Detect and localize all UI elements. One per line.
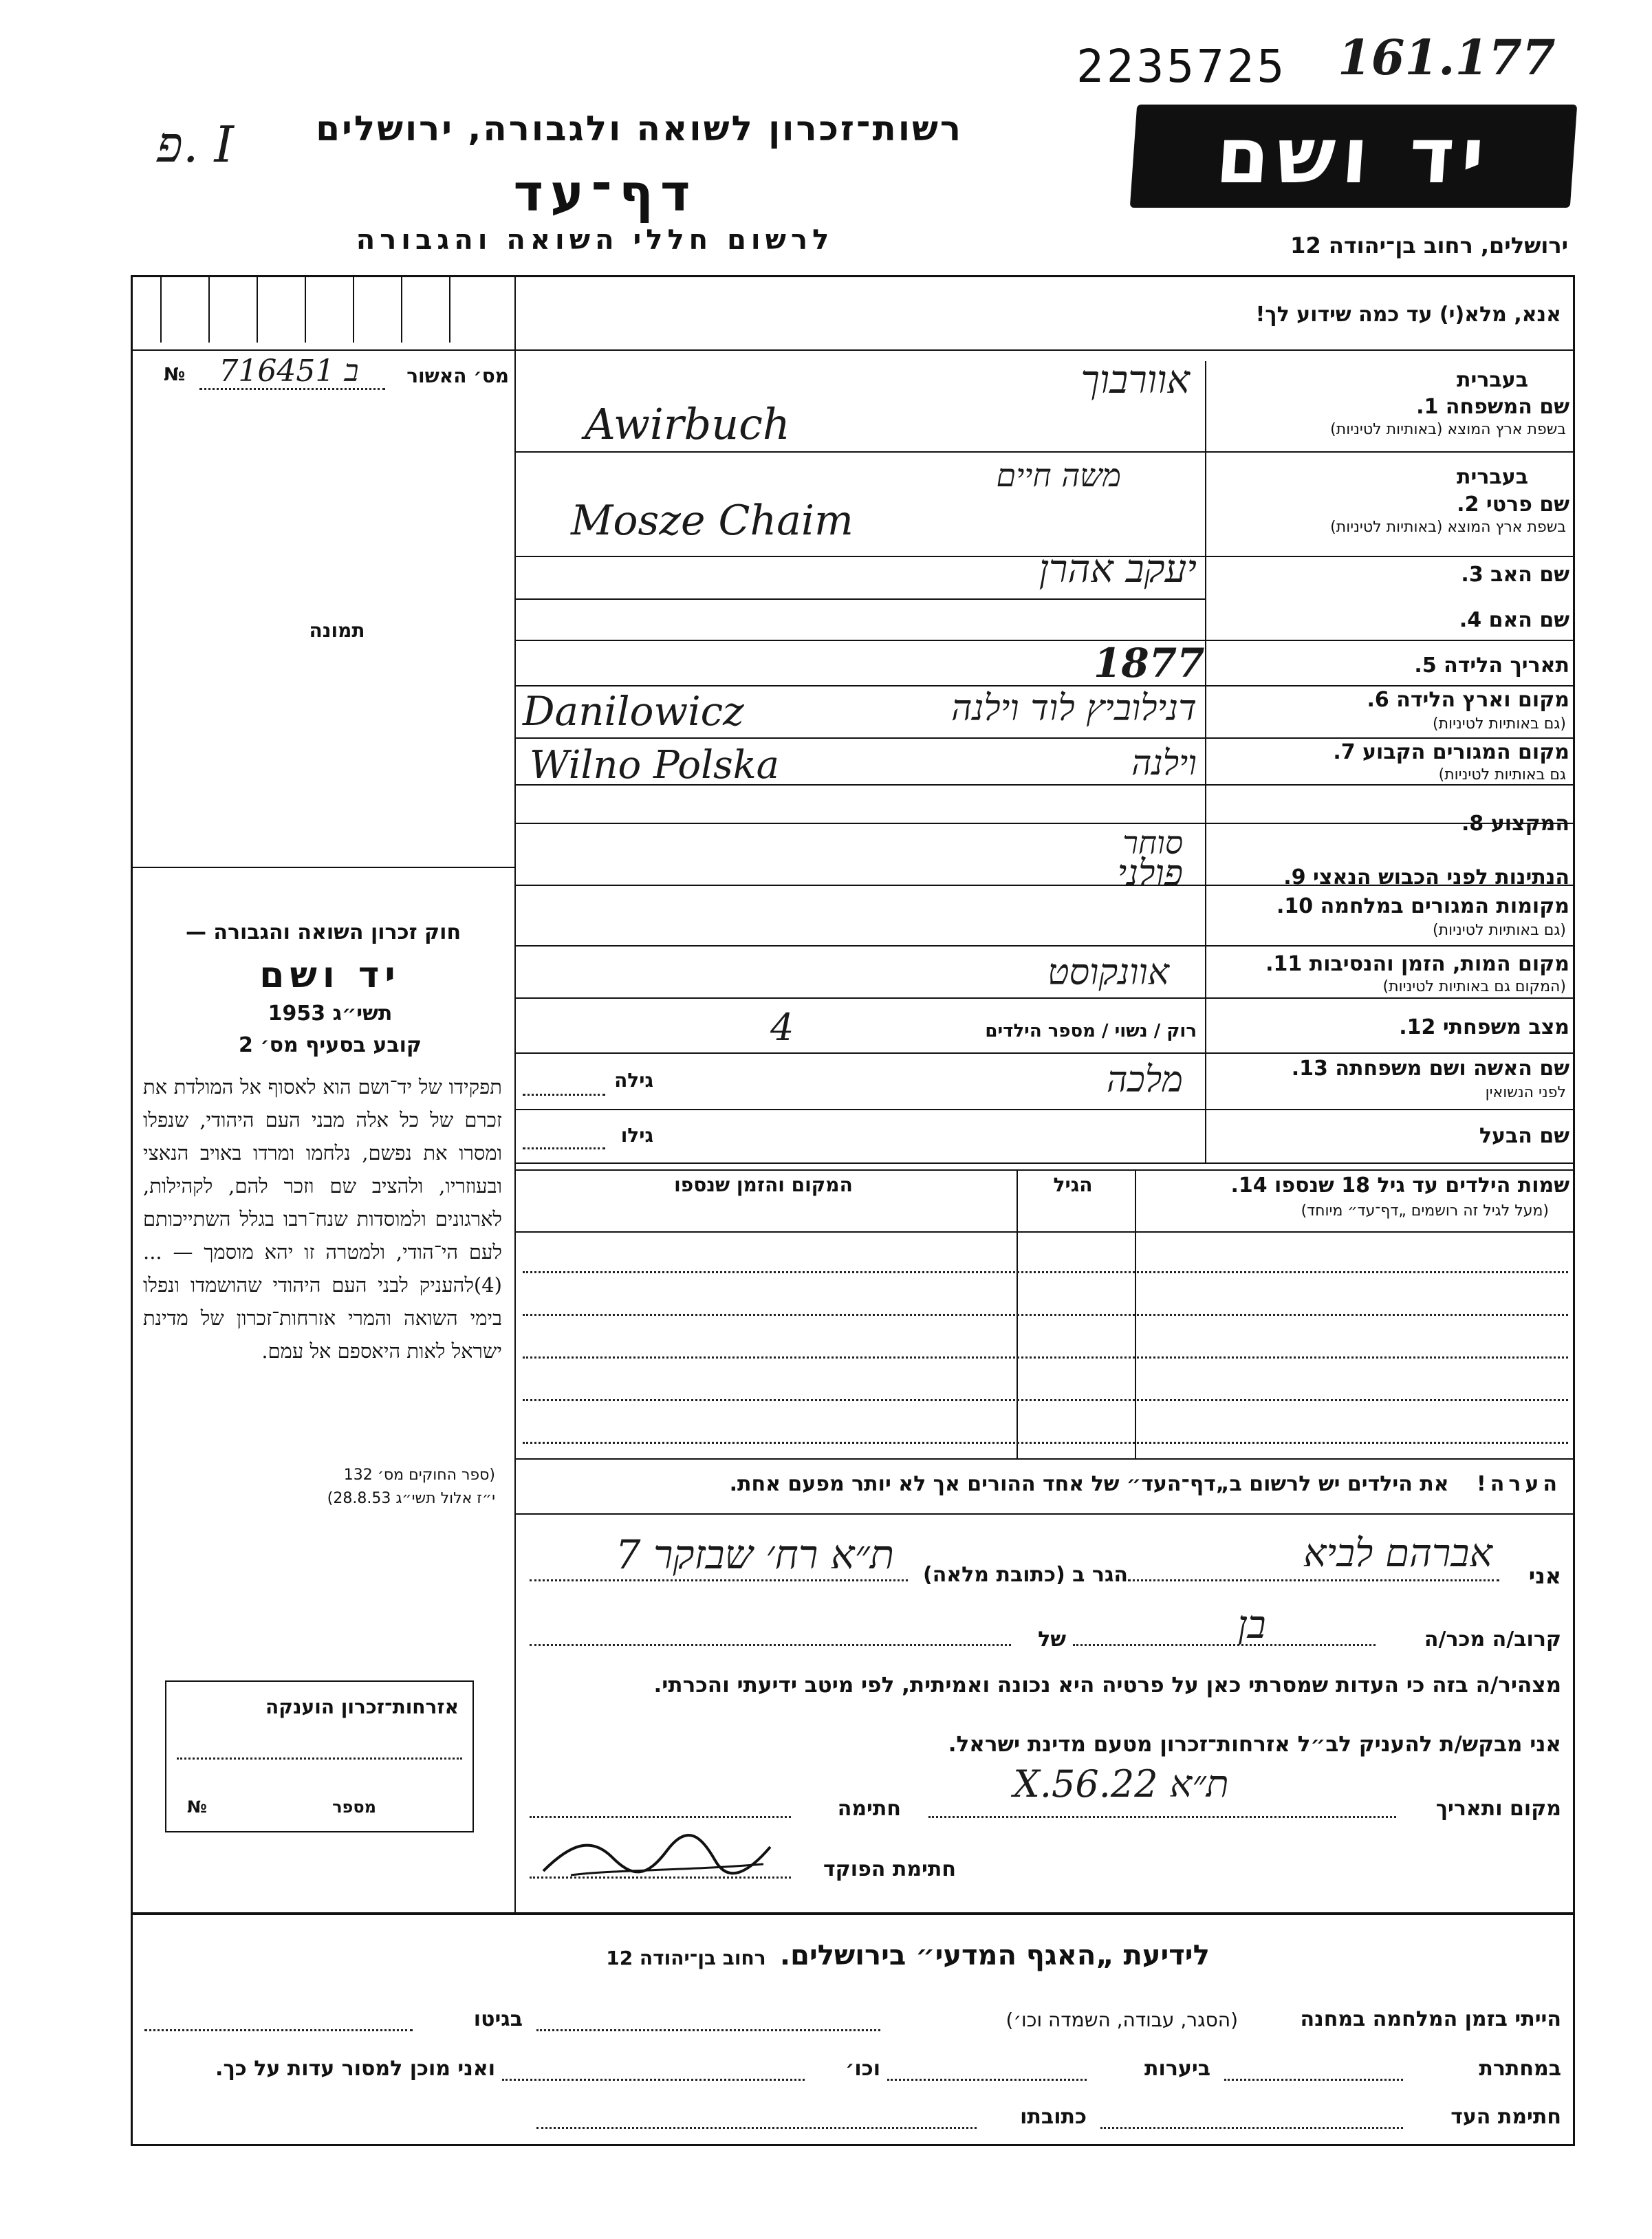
children-column-age: הגיל <box>1053 1173 1093 1196</box>
field-13-label <box>1292 1057 1569 1081</box>
children-title <box>1230 1173 1569 1198</box>
wife-name-value[interactable]: מלכה <box>1106 1059 1183 1101</box>
field-8-number: 8. <box>1461 812 1484 836</box>
wife-age-label: גילה <box>614 1069 653 1092</box>
decl-line-3: מצהיר/ה בזה כי העדות שמסרתי כאן על פרטיה היא נכונה ואמיתית, לפי מיטב ידיעתי והכרתי. <box>653 1673 1561 1698</box>
family-status-options: רוק / נשוי / מספר הילדים <box>985 1021 1197 1041</box>
field-4-label <box>1459 608 1569 632</box>
ticks-box <box>133 277 514 349</box>
form-title: דף־עד <box>513 164 697 223</box>
corner-handwritten-mark: I .פ <box>157 116 234 173</box>
husband-label: שם הבעל <box>1479 1124 1569 1148</box>
field-5-label <box>1414 653 1569 678</box>
field-4-label-text: שם האם <box>1488 608 1569 632</box>
serial-number: 2235725 <box>1076 40 1287 93</box>
field-7-number: 7. <box>1333 740 1356 764</box>
declarant-relation[interactable]: בן <box>1237 1603 1266 1647</box>
decl-ani: אני <box>1528 1563 1561 1589</box>
birth-place-value[interactable]: דנילוביץ לוד וילנה <box>951 688 1197 729</box>
decl-line-4: אני מבקש/ת להעניק לב״ל אזרחות־זכרון מטעם מדינת ישראל. <box>948 1732 1561 1757</box>
registration-value: ב 716451 <box>219 354 359 389</box>
footer-line1-a: הייתי בזמן המלחמה במחנה <box>1300 2007 1561 2031</box>
citizenship-box-no-sign: № <box>187 1797 207 1817</box>
field-5-number: 5. <box>1414 653 1437 678</box>
field-12-label <box>1399 1015 1569 1039</box>
photo-placeholder-label: תמונה <box>309 619 365 642</box>
logo-text: יד ושם <box>1213 111 1495 201</box>
footer-title-row <box>413 1940 1403 1971</box>
field-2-sublabel: בשפת ארץ המוצא (באותיות לטיניות) <box>1330 519 1566 536</box>
field-8-label <box>1461 812 1569 836</box>
footer-line2-c: וכו׳ <box>845 2057 880 2081</box>
field-6-sublabel: (גם באותיות לטיניות) <box>1433 715 1566 733</box>
footer-line1-c: בגיטו <box>473 2007 523 2031</box>
family-name-hebrew[interactable]: אוורבוך <box>1080 358 1190 402</box>
note-label: הערה! <box>1477 1472 1561 1496</box>
field-5-label-text: תאריך הלידה <box>1444 653 1569 678</box>
registration-no-sign: № <box>164 365 186 385</box>
field-2-label <box>1457 493 1569 517</box>
field-7-sublabel: גם באותיות לטיניות) <box>1438 766 1566 783</box>
first-name-latin[interactable]: Mosze Chaim <box>571 497 854 545</box>
law-title: חוק זכרון השואה והגבורה — <box>185 920 461 944</box>
field-4-number: 4. <box>1459 608 1482 632</box>
field-10-sublabel: (גם באותיות לטיניות) <box>1433 922 1566 939</box>
citizenship-box <box>165 1680 474 1832</box>
field-2-number: 2. <box>1457 493 1479 517</box>
form-subtitle: לרשום חללי השואה והגבורה <box>356 224 834 256</box>
field-13-label-text: שם האשה ושם משפחתה <box>1335 1057 1569 1081</box>
footer-line2-d: ואני מוכן למסור עדות על כך. <box>215 2057 495 2081</box>
death-place-value[interactable]: אוונקוסט <box>1047 952 1169 993</box>
field-11-label-text: מקום המות, הזמן והנסיבות <box>1309 952 1569 976</box>
law-clause: קובע בסעיף מס׳ 2 <box>238 1033 422 1057</box>
footer-address: רחוב בן־יהודה 12 <box>606 1947 766 1969</box>
field-6-label-text: מקום וארץ הלידה <box>1396 688 1569 712</box>
law-reference-1: (ספר החוקים מס׳ 132 <box>343 1467 495 1484</box>
children-title-text: שמות הילדים עד גיל 18 שנספו <box>1274 1173 1569 1198</box>
field-9-label <box>1283 865 1569 889</box>
field-1-label-text: שם המשפחה <box>1445 395 1569 419</box>
field-9-label-text: הנתינות לפני הכבוש הנאצי <box>1313 865 1569 889</box>
law-logo: יד ושם <box>259 955 401 996</box>
place-date-label: מקום ותאריך <box>1435 1797 1561 1821</box>
signature-label: חתימה <box>837 1797 901 1821</box>
decl-resides-label: הגר ב (כתובת מלאה) <box>922 1563 1128 1587</box>
supervisor-signature-label: חתימת הפוקד <box>823 1857 956 1881</box>
footer-title: לידיעת „האגף המדעי״ בירושלים. <box>779 1940 1210 1971</box>
footer-line2-b: ביערות <box>1144 2057 1210 2081</box>
reference-number-handwritten: 161.177 <box>1338 29 1556 86</box>
field-3-label <box>1461 563 1569 587</box>
children-number: 14. <box>1230 1173 1268 1198</box>
citizenship-box-title: אזרחות־זכרון הוענקה <box>265 1696 459 1718</box>
field-13-number: 13. <box>1291 1057 1328 1081</box>
field-1-label <box>1416 395 1569 419</box>
field-7-label <box>1333 740 1569 764</box>
husband-age-label: גילו <box>620 1124 653 1147</box>
field-11-sublabel: (המקום גם באותיות לטיניות) <box>1382 978 1566 995</box>
footer-line3-b: כתובתו <box>1020 2105 1087 2129</box>
authority-name: רשות־זכרון לשואה ולגבורה, ירושלים <box>316 109 963 149</box>
intro-instruction: אנא, מלא(י) עד כמה שידוע לך! <box>1255 303 1561 327</box>
law-year: תשי״ג 1953 <box>268 1002 393 1026</box>
residence-latin[interactable]: Wilno Polska <box>530 743 780 788</box>
field-10-label <box>1276 894 1569 918</box>
registration-label: מס׳ האשור <box>406 365 509 387</box>
occupation-value[interactable]: סוחר <box>1122 824 1183 861</box>
citizenship-value[interactable]: פולני <box>1117 853 1183 894</box>
field-13-sublabel: לפני הנשואין <box>1485 1084 1566 1101</box>
field-10-label-text: מקומות המגורים במלחמה <box>1320 894 1569 918</box>
yad-vashem-logo <box>1130 105 1577 208</box>
field-7-label-text: מקום המגורים הקבוע <box>1362 740 1569 764</box>
father-name-value[interactable]: יעקב אהרן <box>1039 547 1197 592</box>
field-9-number: 9. <box>1283 865 1306 889</box>
footer-line2-a: במחתרת <box>1479 2057 1561 2081</box>
law-text: תפקידו של יד־ושם הוא לאסוף אל המולדת את זכרם של כל אלה מבני העם היהודי, שנפלו ומסרו את נפשם, נלחמו ומרדו באויב הנאצי ובעוזריו, ולהציב שם וזכר להם, לקהילות, לארגונים ולמוסדות שנח־רבו בגלל השתייכותם לעם הי־הודי, ולמטרה זו יהא מוסמך — ...(4)להעניק לבני העם היהודי שהושמדו ונפלו בימי השואה והמרי אזרחות־זכרון של מדינת ישראל לאות היאספם אל עמם. <box>143 1075 502 1363</box>
field-8-label-text: המקצוע <box>1490 812 1569 836</box>
field-10-number: 10. <box>1276 894 1314 918</box>
note-text: את הילדים יש לרשום ב„דף־העד״ של אחד ההורים אך לא יותר מפעם אחת. <box>729 1472 1449 1496</box>
children-column-place: המקום והזמן שנספו <box>674 1173 853 1196</box>
field-12-label-text: מצב משפחתי <box>1442 1015 1569 1039</box>
place-date-value[interactable]: ת״א 22.X.56 <box>1013 1762 1229 1806</box>
declarant-name[interactable]: אברהם לביא <box>1303 1531 1492 1576</box>
first-name-hebrew[interactable]: משה חיים <box>996 457 1121 494</box>
children-count-value[interactable]: 4 <box>770 1006 794 1049</box>
decl-relative-label: קרוב/ה מכר/ה <box>1424 1627 1561 1652</box>
field-3-number: 3. <box>1461 563 1483 587</box>
citizenship-box-number: מספר <box>332 1797 376 1817</box>
decl-of-label: של <box>1038 1627 1066 1652</box>
birth-date-value[interactable]: 1877 <box>1094 640 1205 686</box>
field-11-label <box>1265 952 1569 976</box>
footer-line3-a: חתימת העד <box>1450 2105 1561 2129</box>
field-2-label-text: שם פרטי <box>1486 493 1569 517</box>
field-6-number: 6. <box>1367 688 1389 712</box>
field-1-sublabel: בשפת ארץ המוצא (באותיות לטיניות) <box>1330 421 1566 438</box>
field-12-number: 12. <box>1399 1015 1436 1039</box>
residence-value[interactable]: וילנה <box>1131 743 1197 783</box>
law-reference-2: י״ז אלול תשי״ג 28.8.53) <box>327 1490 495 1507</box>
footer-line1-b: (הסגר, עבודה, השמדה וכו׳) <box>1006 2009 1238 2031</box>
declarant-address[interactable]: ת״א רח׳ שבזקר 7 <box>615 1531 894 1578</box>
field-3-label-text: שם האב <box>1490 563 1569 587</box>
family-name-latin[interactable]: Awirbuch <box>585 399 790 449</box>
birth-place-latin[interactable]: Danilowicz <box>523 688 744 735</box>
field-2-hebrew-tag: בעברית <box>1457 465 1528 489</box>
field-11-number: 11. <box>1265 952 1303 976</box>
note-row <box>523 1472 1561 1496</box>
institute-address: ירושלים, רחוב בן־יהודה 12 <box>1290 232 1568 259</box>
children-sublabel: (מעל לגיל זה רושמים „דף־עד״ מיוחד) <box>1301 1202 1549 1220</box>
field-6-label <box>1367 688 1569 712</box>
field-1-hebrew-tag: בעברית <box>1457 368 1528 392</box>
field-1-number: 1. <box>1416 395 1439 419</box>
